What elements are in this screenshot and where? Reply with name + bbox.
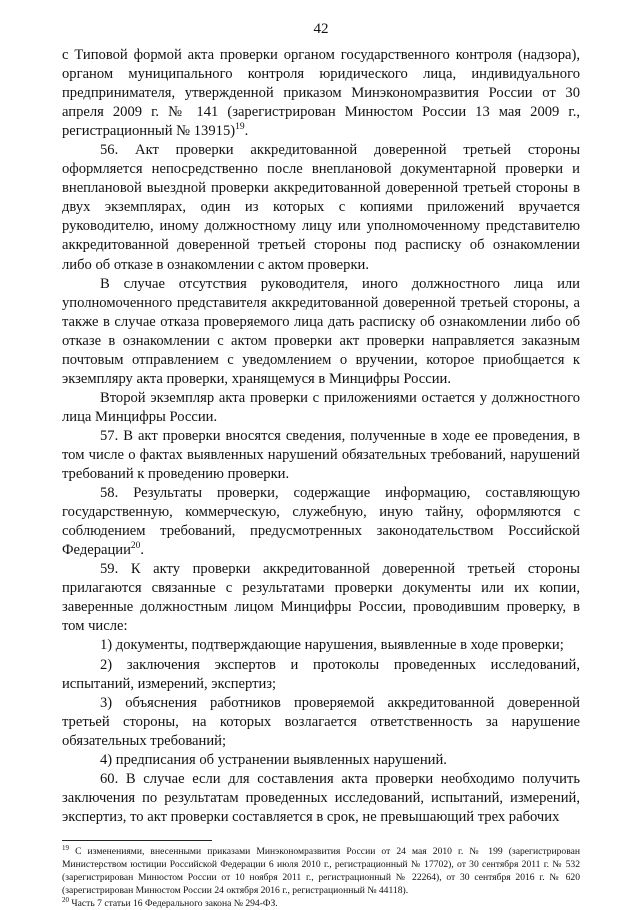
footnote-ref-19[interactable]: 19 [235,122,245,133]
paragraph-58 [62,484,580,560]
paragraph-56-second-copy: Второй экземпляр акта проверки с приложениями остается у должностного лица Минцифры России. [62,389,580,425]
paragraph-59: 59. К акту проверки аккредитованной доверенной третьей стороны прилагаются связанные с результатами проверки документы или их копии, заверенные должностным лицом Минцифры России, проводившим проверку, в том числе: [62,561,580,635]
paragraph-60: 60. В случае если для составления акта проверки необходимо получить заключения по результатам проведенных исследований, испытаний, измерений, экспертиз, то акт проверки составляется в срок, не превышающий трех рабочих [62,770,580,825]
paragraph-text: с Типовой формой акта проверки органом государственного контроля (надзора), органом муниципального контроля юридического лица, индивидуального предпринимателя, утвержденной приказом Минэкономразвития России от 30 апреля 2009 г. № 141 (зарегистрирован Минюстом России 13 мая 2009 г., регистрационный № 13915) [62,47,580,140]
footnote-ref-20[interactable]: 20 [130,541,141,552]
footnotes [62,845,580,910]
paragraph-57: 57. В акт проверки вносятся сведения, полученные в ходе ее проведения, в том числе о фактах выявленных нарушений обязательных требований, нарушений требований к проведению проверки. [62,427,580,483]
paragraph-text: 58. Результаты проверки, содержащие информацию, составляющую государственную, коммерческую, служебную, иную тайну, оформляются с соблюдением требований, предусмотренных законодательством Российской Федерации [62,485,580,559]
paragraph-56: 56. Акт проверки аккредитованной доверенной третьей стороны оформляется непосредственно после внеплановой документарной проверки и внеплановой выездной проверки аккредитованной доверенной третьей стороны в двух экземплярах, один из которых с копиями приложений вручается руководителю, иному должностному лицу или уполномоченному представителю аккредитованной доверенной третьей стороны под расписку об ознакомлении либо об отказе в ознакомлении с актом проверки. [62,142,580,273]
footnote-19 [62,845,580,897]
paragraph-punct: . [244,123,249,140]
list-item-4: 4) предписания об устранении выявленных нарушений. [100,751,447,768]
body-text [62,46,580,827]
footnote-text: С изменениями, внесенными приказами Минэкономразвития России от 24 мая 2010 г. № 199 (зарегистрирован Министерством юстиции Российской Федерации 6 июля 2010 г., регистрационный № 17702), от 30 сентября 2011 г. № 532 (зарегистрирован Минюстом России от 10 ноября 2011 г., регистрационный № 22264), от 30 сентября 2016 г. № 620 (зарегистрирован Минюстом России 24 октября 2016 г., регистрационный № 44118). [62,845,580,896]
list-item-3: 3) объяснения работников проверяемой аккредитованной доверенной третьей стороны, на которых возлагается ответственность за нарушение обязательных требований; [62,694,580,749]
list-item-1: 1) документы, подтверждающие нарушения, выявленные в ходе проверки; [100,637,564,654]
footnote-text: Часть 7 статьи 16 Федерального закона № 294-ФЗ. [71,897,278,909]
footnote-mark: 20 [62,895,69,904]
paragraph-56-absence: В случае отсутствия руководителя, иного должностного лица или уполномоченного представителя аккредитованной доверенной третьей стороны, а также в случае отказа проверяемого лица дать расписку об ознакомлении либо об отказе в ознакомлении с актом проверки акт проверки направляется заказным почтовым отправлением с уведомлением о вручении, которое приобщается к экземпляру акта проверки, хранящемуся в Минцифры России. [62,275,580,387]
paragraph-punct: . [140,542,145,559]
list-item-2: 2) заключения экспертов и протоколы проведенных исследований, испытаний, измерений, экспертиз; [62,656,580,692]
footnote-mark: 19 [62,843,69,852]
paragraph-intro [62,46,580,141]
footnote-divider [62,840,212,841]
footnote-20 [62,897,580,910]
page-number: 42 [313,21,329,37]
